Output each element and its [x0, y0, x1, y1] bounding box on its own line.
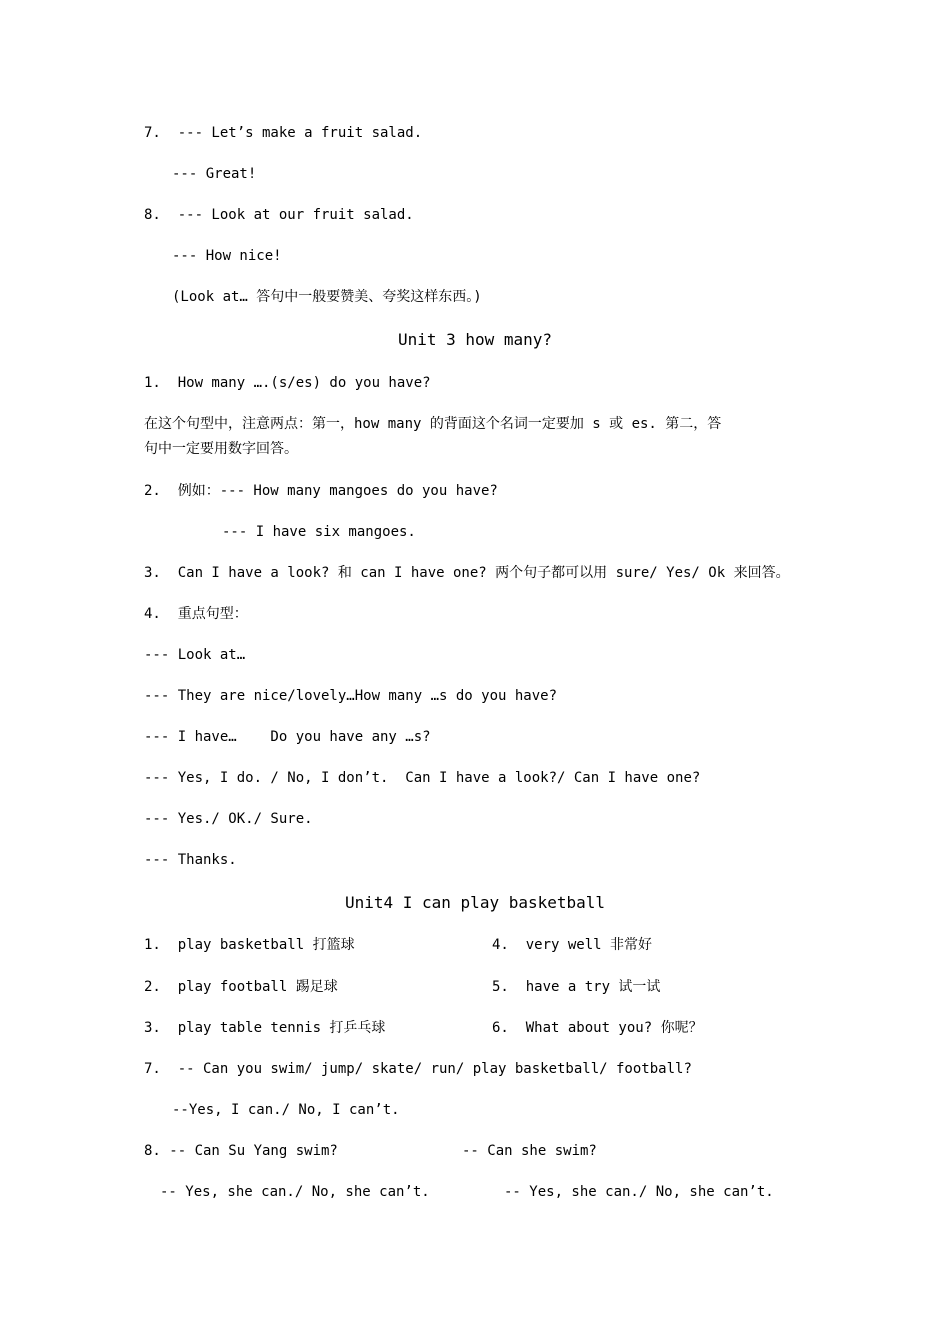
line-answer-nice: --- How nice!	[172, 248, 282, 264]
unit4-item-8-a2: -- Yes, she can./ No, she can’t.	[504, 1184, 774, 1200]
line-item-7: 7. --- Let’s make a fruit salad.	[144, 125, 423, 141]
unit3-item-1: 1. How many ….(s/es) do you have?	[144, 375, 431, 391]
dialog-line-2: --- They are nice/lovely…How many …s do you have?	[144, 688, 558, 704]
phrase-2: 2. play football 踢足球	[144, 979, 338, 995]
phrase-4: 4. very well 非常好	[492, 937, 653, 953]
unit4-item-8-q1: 8. -- Can Su Yang swim?	[144, 1143, 338, 1159]
unit4-title: Unit4 I can play basketball	[344, 893, 606, 912]
phrase-3: 3. play table tennis 打乒乓球	[144, 1020, 386, 1036]
unit3-explain-2: 句中一定要用数字回答。	[144, 441, 298, 457]
unit3-title: Unit 3 how many?	[397, 330, 553, 349]
dialog-line-5: --- Yes./ OK./ Sure.	[144, 811, 313, 827]
line-note: (Look at… 答句中一般要赞美、夸奖这样东西。)	[172, 289, 482, 305]
unit3-item-2-answer: --- I have six mangoes.	[222, 524, 416, 540]
dialog-line-6: --- Thanks.	[144, 852, 237, 868]
unit4-item-8-a1: -- Yes, she can./ No, she can’t.	[160, 1184, 430, 1200]
phrase-6: 6. What about you? 你呢？	[492, 1020, 703, 1036]
phrase-5: 5. have a try 试一试	[492, 979, 661, 995]
unit4-item-7-answer: --Yes, I can./ No, I can’t.	[172, 1102, 400, 1118]
unit3-item-4: 4. 重点句型：	[144, 606, 248, 622]
dialog-line-3: --- I have… Do you have any …s?	[144, 729, 431, 745]
unit3-explain-1: 在这个句型中，注意两点：第一，how many 的背面这个名词一定要加 s 或 es. 第二，答	[144, 416, 722, 432]
line-answer-great: --- Great!	[172, 166, 257, 182]
unit4-item-7: 7. -- Can you swim/ jump/ skate/ run/ play basketball/ football?	[144, 1061, 692, 1077]
unit4-item-8-q2: -- Can she swim?	[462, 1143, 597, 1159]
unit3-item-2: 2. 例如：--- How many mangoes do you have?	[144, 483, 498, 499]
dialog-line-4: --- Yes, I do. / No, I don’t. Can I have a look?/ Can I have one?	[144, 770, 701, 786]
phrase-1: 1. play basketball 打篮球	[144, 937, 355, 953]
unit3-item-3: 3. Can I have a look? 和 can I have one? 两个句子都可以用 sure/ Yes/ Ok 来回答。	[144, 565, 790, 581]
line-item-8: 8. --- Look at our fruit salad.	[144, 207, 414, 223]
dialog-line-1: --- Look at…	[144, 647, 246, 663]
